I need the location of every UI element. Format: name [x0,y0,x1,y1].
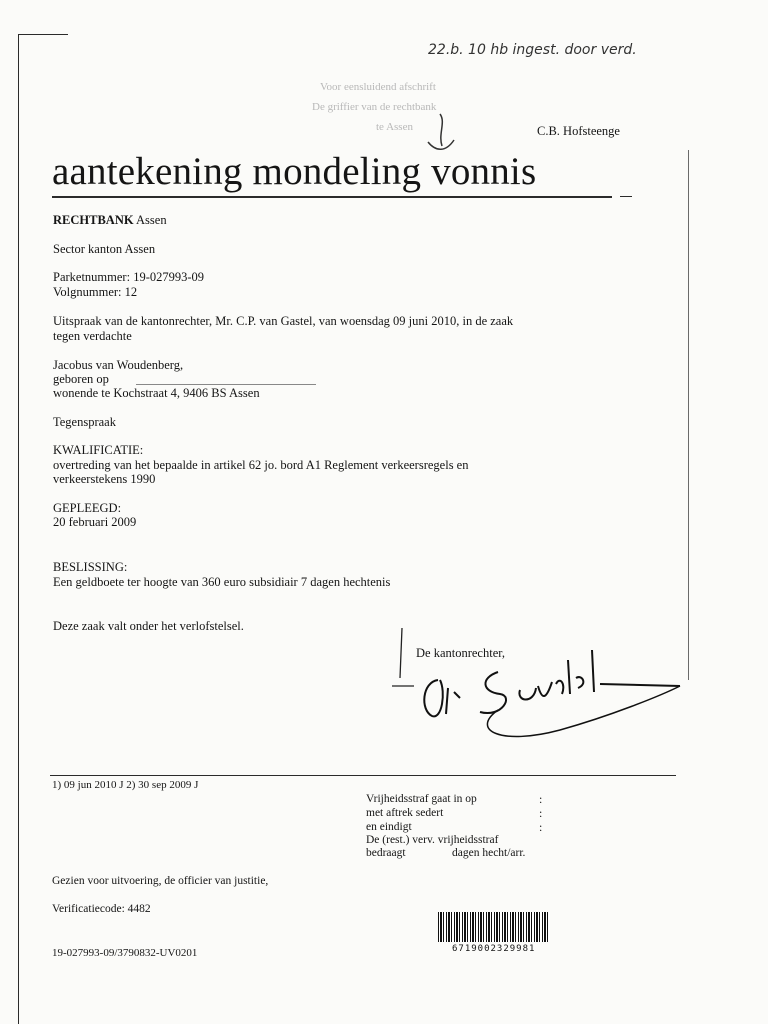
dates-line: 1) 09 jun 2010 J 2) 30 sep 2009 J [52,779,199,791]
detention-colon-2: : [539,806,543,820]
beslissing-text: Een geldboete ter hoogte van 360 euro subsidiair 7 dagen hechtenis [53,575,391,589]
title-underline-dash [620,196,632,197]
handwritten-note: 22.b. 10 hb ingest. door verd. [428,42,637,58]
detention-line-1: Vrijheidsstraf gaat in op [366,793,477,805]
detention-colon-1: : [539,792,543,806]
suspect-address: wonende te Kochstraat 4, 9406 BS Assen [53,386,260,400]
court-label: RECHTBANK [53,213,134,227]
court-place: Assen [133,213,167,227]
gepleegd-date: 20 februari 2009 [53,515,137,529]
right-border-line [688,150,689,680]
kwalificatie-line-2: verkeerstekens 1990 [53,472,156,486]
barcode [438,912,550,942]
dates-rule [50,775,676,776]
beslissing-label: BESLISSING: [53,560,128,574]
parketnummer: Parketnummer: 19-027993-09 [53,270,205,284]
detention-line-4: De (rest.) verv. vrijheidsstraf [366,834,499,846]
clerk-name: C.B. Hofsteenge [537,124,620,138]
uitspraak-line-2: tegen verdachte [53,329,132,343]
judge-signature [380,620,690,750]
sector: Sector kanton Assen [53,242,156,256]
court-name [53,213,167,227]
suspect-name: Jacobus van Woudenberg, [53,358,184,372]
verificatiecode: Verificatiecode: 4482 [52,903,151,915]
address-rule [136,384,316,385]
detention-line-5a: bedraagt [366,847,406,859]
gepleegd-label: GEPLEEGD: [53,501,122,515]
detention-line-5b: dagen hecht/arr. [452,847,526,859]
detention-line-3: en eindigt [366,821,412,833]
left-border-line [18,34,19,1024]
kwalificatie-line-1: overtreding van het bepaalde in artikel 62 jo. bord A1 Reglement verkeersregels en [53,458,469,472]
stamp-line-1: Voor eensluidend afschrift [320,81,436,93]
volgnummer: Volgnummer: 12 [53,285,138,299]
title-underline [52,196,612,198]
document-title: aantekening mondeling vonnis [52,150,537,193]
kwalificatie-label: KWALIFICATIE: [53,443,144,457]
suspect-born: geboren op [53,372,109,386]
footer-code: 19-027993-09/3790832-UV0201 [52,947,198,959]
detention-line-2: met aftrek sedert [366,807,444,819]
stamp-line-3: te Assen [376,121,413,133]
stamp-line-2: De griffier van de rechtbank [312,101,437,113]
top-border-line [18,34,68,35]
judge-label: De kantonrechter, [416,646,506,660]
tegenspraak: Tegenspraak [53,415,116,429]
detention-colon-3: : [539,820,543,834]
barcode-number: 6719002329981 [452,944,536,954]
verlof-statement: Deze zaak valt onder het verlofstelsel. [53,619,244,633]
gezien-statement: Gezien voor uitvoering, de officier van justitie, [52,875,269,887]
uitspraak-line-1: Uitspraak van de kantonrechter, Mr. C.P. van Gastel, van woensdag 09 juni 2010, in de zaak [53,314,514,328]
